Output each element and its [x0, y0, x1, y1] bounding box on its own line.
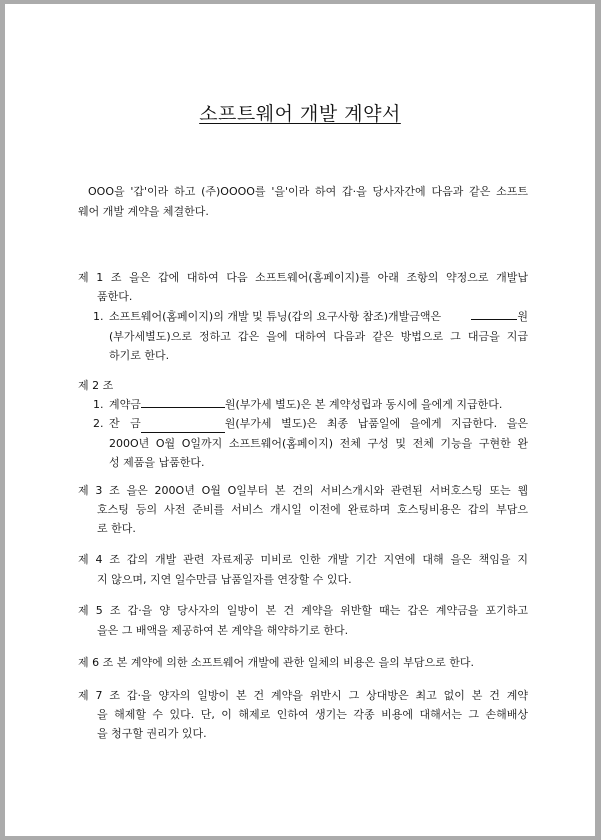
article-1-item-1-number: 1.: [93, 310, 104, 323]
document-title: 소프트웨어 개발 계약서: [199, 103, 401, 125]
article-2-item-2-line-3: 성 제품을 납품한다.: [109, 456, 205, 469]
article-4-line-2: 지 않으며, 지연 일수만큼 납품일자를 연장할 수 있다.: [97, 573, 352, 586]
article-1-item-1-line-3: 하기로 한다.: [109, 349, 170, 362]
article-5-line-2: 을은 그 배액을 제공하여 본 계약을 해약하기로 한다.: [97, 624, 349, 637]
won-label: 원: [517, 310, 528, 323]
deposit-label: 계약금: [109, 398, 141, 411]
article-2-item-2-line-2: 200O년 O월 O일까지 소프트웨어(홈페이지) 전체 구성 및 전체 기능을 구현한 완: [109, 437, 528, 450]
article-1-line-2: 품한다.: [97, 290, 133, 303]
article-2-item-1: [109, 395, 502, 414]
article-2-item-2-number: 2.: [93, 417, 104, 430]
article-2-item-1-number: 1.: [93, 398, 104, 411]
balance-text: 원(부가세 별도)은 최종 납품일에 을에게 지급한다. 을은: [224, 417, 528, 430]
article-3-line-3: 로 한다.: [97, 522, 136, 535]
balance-label: 잔 금: [109, 417, 141, 430]
article-6-line-1: 제 6 조 본 계약에 의한 소프트웨어 개발에 관한 일체의 비용은 을의 부담으로 한다.: [78, 656, 474, 669]
article-1-line-1: 제 1 조 을은 갑에 대하여 다음 소프트웨어(홈페이지)를 아래 조항의 약정으로 개발납: [78, 271, 528, 284]
article-1-item-1-line-1: [109, 307, 528, 326]
article-2-item-2: [109, 414, 528, 433]
article-2-heading: 제 2 조: [78, 379, 114, 392]
intro-line-1: OOO을 '갑'이라 하고 (주)OOOO를 '을'이라 하여 갑·을 당사자간에 다음과 같은 소프트: [88, 185, 528, 198]
article-7-line-1: 제 7 조 갑·을 양자의 일방이 본 건 계약을 위반시 그 상대방은 최고 없이 본 건 계약: [78, 689, 528, 702]
article-1-item-1-text: 소프트웨어(홈페이지)의 개발 및 튜닝(갑의 요구사항 참조)개발금액은: [109, 310, 442, 323]
deposit-text: 원(부가세 별도)은 본 계약성립과 동시에 을에게 지급한다.: [224, 398, 503, 411]
article-3-line-1: 제 3 조 을은 200O년 O월 O일부터 본 건의 서비스개시와 관련된 서버호스팅 또는 웹: [78, 484, 528, 497]
amount-blank: [471, 307, 517, 320]
article-7-line-2: 을 해제할 수 있다. 단, 이 해제로 인하여 생기는 각종 비용에 대해서는 그 손해배상: [97, 708, 528, 721]
balance-amount-blank: [141, 420, 225, 433]
article-3-line-2: 호스팅 등의 사전 준비를 서비스 개시일 이전에 완료하며 호스팅비용은 갑의 부담으: [97, 503, 528, 516]
article-5-line-1: 제 5 조 갑·을 양 당사자의 일방이 본 건 계약을 위반할 때는 갑은 계약금을 포기하고: [78, 604, 528, 617]
article-1-item-1-amount: [471, 307, 528, 326]
deposit-amount-blank: [141, 395, 225, 408]
article-1-item-1-line-2: (부가세별도)으로 정하고 갑은 을에 대하여 다음과 같은 방법으로 그 대금을 지급: [109, 330, 528, 343]
intro-line-2: 웨어 개발 계약을 체결한다.: [78, 205, 209, 218]
document-page: [5, 4, 595, 836]
article-7-line-3: 을 청구할 권리가 있다.: [97, 727, 207, 740]
article-4-line-1: 제 4 조 갑의 개발 관련 자료제공 미비로 인한 개발 기간 지연에 대해 을은 책임을 지: [78, 553, 528, 566]
